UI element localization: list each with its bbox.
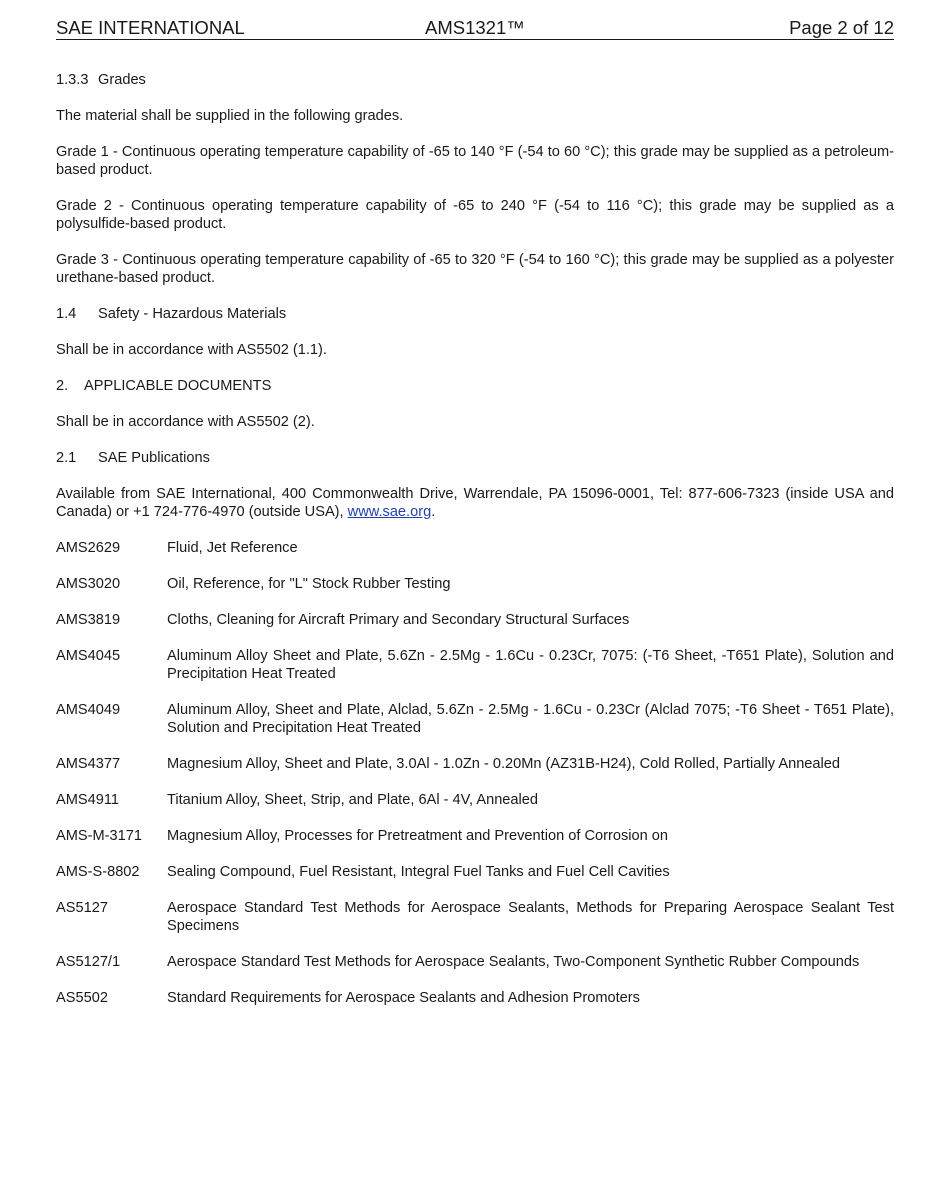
- reference-title: Aluminum Alloy, Sheet and Plate, Alclad, 5.6Zn - 2.5Mg - 1.6Cu - 0.23Cr (Alclad 7075; -T6 Sheet - T651 Plate), Solution and Precipitation Heat Treated: [167, 702, 894, 736]
- sae-availability-paragraph: [56, 485, 894, 521]
- reference-code: AMS4049: [56, 702, 121, 718]
- page-header: [56, 17, 894, 40]
- reference-row: [56, 899, 894, 935]
- reference-title: Aerospace Standard Test Methods for Aerospace Sealants, Two-Component Synthetic Rubber Compounds: [167, 954, 860, 970]
- section-heading-safety: [56, 305, 894, 323]
- grades-intro: The material shall be supplied in the following grades.: [56, 108, 404, 124]
- safety-paragraph: Shall be in accordance with AS5502 (1.1).: [56, 342, 327, 358]
- reference-row: [56, 827, 894, 845]
- section-title: SAE Publications: [98, 450, 210, 466]
- reference-row: [56, 755, 894, 773]
- section-heading-applicable-documents: [56, 377, 894, 395]
- section-title: Safety - Hazardous Materials: [98, 306, 287, 322]
- reference-code: AS5127: [56, 900, 108, 916]
- reference-code: AMS-S-8802: [56, 864, 140, 880]
- grade-3-paragraph: Grade 3 - Continuous operating temperature capability of -65 to 320 °F (-54 to 160 °C); this grade may be supplied as a polyester urethane-based product.: [56, 252, 894, 286]
- reference-code: AMS4045: [56, 648, 121, 664]
- reference-row: [56, 953, 894, 971]
- reference-row: [56, 791, 894, 809]
- reference-code: AS5127/1: [56, 954, 121, 970]
- reference-title: Fluid, Jet Reference: [167, 540, 298, 556]
- grade-2-paragraph: Grade 2 - Continuous operating temperature capability of -65 to 240 °F (-54 to 116 °C); this grade may be supplied as a polysulfide-based product.: [56, 198, 894, 232]
- availability-period: .: [431, 504, 436, 520]
- section-number: 1.3.3: [56, 72, 89, 88]
- reference-row: [56, 539, 894, 557]
- reference-code: AS5502: [56, 990, 108, 1006]
- reference-title: Magnesium Alloy, Sheet and Plate, 3.0Al - 1.0Zn - 0.20Mn (AZ31B-H24), Cold Rolled, Partially Annealed: [167, 756, 841, 772]
- section-title: APPLICABLE DOCUMENTS: [84, 378, 272, 394]
- section-number: 1.4: [56, 306, 77, 322]
- document-id: AMS1321™: [425, 17, 525, 38]
- reference-code: AMS4377: [56, 756, 121, 772]
- page-number: Page 2 of 12: [789, 17, 894, 38]
- reference-title: Sealing Compound, Fuel Resistant, Integral Fuel Tanks and Fuel Cell Cavities: [167, 864, 670, 880]
- reference-code: AMS3819: [56, 612, 121, 628]
- reference-row: [56, 647, 894, 683]
- section-number: 2.: [56, 378, 69, 394]
- reference-row: [56, 611, 894, 629]
- reference-row: [56, 701, 894, 737]
- sae-website-link[interactable]: www.sae.org: [347, 504, 432, 520]
- reference-code: AMS3020: [56, 576, 121, 592]
- reference-code: AMS-M-3171: [56, 828, 142, 844]
- section-heading-sae-publications: [56, 449, 894, 467]
- publisher-name: SAE INTERNATIONAL: [56, 17, 245, 38]
- reference-row: [56, 989, 894, 1007]
- reference-title: Titanium Alloy, Sheet, Strip, and Plate, 6Al - 4V, Annealed: [167, 792, 539, 808]
- section-heading-grades: [56, 71, 894, 89]
- applicable-documents-paragraph: Shall be in accordance with AS5502 (2).: [56, 414, 315, 430]
- reference-row: [56, 863, 894, 881]
- section-number: 2.1: [56, 450, 77, 466]
- reference-code: AMS4911: [56, 792, 120, 808]
- section-title: Grades: [98, 72, 146, 88]
- reference-title: Aluminum Alloy Sheet and Plate, 5.6Zn - 2.5Mg - 1.6Cu - 0.23Cr, 7075: (-T6 Sheet, -T651 Plate), Solution and Precipitation Heat Treated: [167, 648, 894, 682]
- reference-row: [56, 575, 894, 593]
- reference-title: Standard Requirements for Aerospace Sealants and Adhesion Promoters: [167, 990, 640, 1006]
- reference-title: Oil, Reference, for "L" Stock Rubber Testing: [167, 576, 451, 592]
- grade-1-paragraph: Grade 1 - Continuous operating temperature capability of -65 to 140 °F (-54 to 60 °C); this grade may be supplied as a petroleum-based product.: [56, 144, 894, 178]
- reference-title: Aerospace Standard Test Methods for Aerospace Sealants, Methods for Preparing Aerospace Sealant Test Specimens: [167, 900, 894, 934]
- reference-title: Cloths, Cleaning for Aircraft Primary and Secondary Structural Surfaces: [167, 612, 630, 628]
- document-body: [56, 71, 894, 1025]
- availability-text: Available from SAE International, 400 Commonwealth Drive, Warrendale, PA 15096-0001, Tel: 877-606-7323 (inside USA and Canada) or +1 724-776-4970 (outside USA),: [56, 486, 894, 520]
- reference-code: AMS2629: [56, 540, 121, 556]
- reference-title: Magnesium Alloy, Processes for Pretreatment and Prevention of Corrosion on: [167, 828, 669, 844]
